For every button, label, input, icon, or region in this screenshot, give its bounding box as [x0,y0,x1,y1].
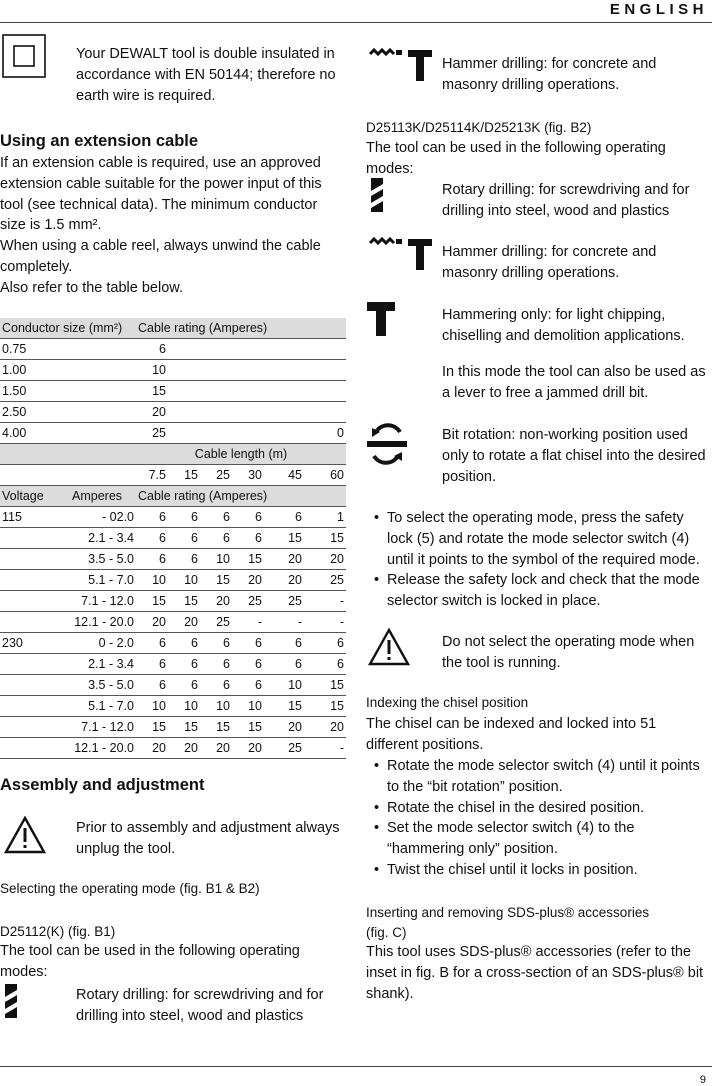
empty-cell [168,423,304,444]
voltage-cell: 230 [0,633,70,654]
table-row [0,381,346,402]
empty-cell [168,339,304,360]
rating-cell: 20 [304,717,346,738]
bit-rotation-text: Bit rotation: non-working position used only to rotate a flat chisel into the desired position. [442,427,706,485]
rating-cell: - [304,738,346,759]
hammer-drilling-text-2: Hammer drilling: for concrete and masonry drilling operations. [442,244,657,281]
table-row [0,612,346,633]
extension-cable-paragraph: If an extension cable is required, use an approved extension cable suitable for the power input of this tool (see technical data). The minimum conductor size is 1.5 mm². [0,155,322,234]
cable-rating-cell: 25 [136,423,168,444]
table-row [0,717,346,738]
rating-cell: 20 [136,612,168,633]
warning-triangle-icon-2 [368,628,410,666]
table-row [0,633,346,654]
list-item: • Release the safety lock and check that the mode selector switch is locked in place. [366,570,712,612]
rating-cell: 6 [232,633,264,654]
rating-cell: 20 [264,717,304,738]
amperes-cell: 3.5 - 5.0 [70,675,136,696]
voltage-cell [0,717,70,738]
cable-rating-header: Cable rating (Amperes) [136,486,346,507]
rating-cell: 6 [136,633,168,654]
table-row [0,339,346,360]
model-d25112-text: The tool can be used in the following operating modes: [0,943,300,980]
list-item: • Rotate the chisel in the desired position. [366,798,712,819]
amperes-cell: 2.1 - 3.4 [70,654,136,675]
list-item: • To select the operating mode, press the safety lock (5) and rotate the mode selector switch (4) until it points to the symbol of the required mode. [366,508,712,570]
rating-cell: 10 [200,696,232,717]
rating-cell: 15 [136,717,168,738]
conductor-size-cell: 0.75 [0,339,136,360]
extra-cell [304,360,346,381]
rating-cell: 10 [136,696,168,717]
rating-cell: 6 [136,528,168,549]
rating-cell: 6 [136,549,168,570]
refer-table-paragraph: Also refer to the table below. [0,280,183,296]
amperes-cell: 2.1 - 3.4 [70,528,136,549]
list-item: • Twist the chisel until it locks in position. [366,860,712,881]
cable-length-cell: 30 [232,465,264,486]
rating-cell: 10 [264,675,304,696]
conductor-size-cell: 2.50 [0,402,136,423]
page-header [0,0,712,23]
voltage-cell [0,738,70,759]
table-row [0,738,346,759]
rotary-drilling-icon [2,982,20,1020]
rating-cell: 6 [200,528,232,549]
rating-cell: 1 [304,507,346,528]
sds-heading: Inserting and removing SDS-plus® accessories (fig. C) [366,905,650,940]
mode-select-steps [366,508,712,612]
rating-cell: 6 [264,507,304,528]
insulation-text: Your DEWALT tool is double insulated in accordance with EN 50144; therefore no earth wire is required. [76,46,336,104]
rating-cell: 10 [232,696,264,717]
sds-text: This tool uses SDS-plus® accessories (refer to the inset in fig. B for a cross-section of an SDS-plus® bit shank). [366,944,704,1002]
rotary-drilling-icon-2 [368,176,386,214]
table-row [0,696,346,717]
conductor-size-cell: 1.50 [0,381,136,402]
extra-cell [304,381,346,402]
rating-cell: 20 [168,738,200,759]
rating-cell: 6 [168,633,200,654]
hammering-only-icon [366,300,396,338]
hammer-drilling-icon [368,48,434,82]
extension-cable-table [0,318,346,759]
rating-cell: - [304,591,346,612]
rating-cell: 6 [200,654,232,675]
extra-cell: 0 [304,423,346,444]
list-item: • Rotate the mode selector switch (4) until it points to the “bit rotation” position. [366,756,712,798]
table-row [0,486,346,507]
cable-length-header: Cable length (m) [136,444,346,465]
cable-length-cell: 60 [304,465,346,486]
rating-cell: 6 [232,654,264,675]
voltage-cell [0,675,70,696]
amperes-cell: 12.1 - 20.0 [70,612,136,633]
empty-cell [0,465,136,486]
rating-cell: 15 [264,696,304,717]
rating-cell: 20 [232,738,264,759]
table-row [0,360,346,381]
rating-cell: 25 [200,612,232,633]
rating-cell: 15 [304,528,346,549]
cable-length-cell: 15 [168,465,200,486]
amperes-cell: 0 - 2.0 [70,633,136,654]
amperes-cell: 3.5 - 5.0 [70,549,136,570]
rating-cell: 6 [168,549,200,570]
cable-rating-cell: 20 [136,402,168,423]
rating-cell: 20 [264,570,304,591]
rating-cell: - [232,612,264,633]
table-row [0,507,346,528]
rating-cell: 25 [304,570,346,591]
rating-cell: 6 [168,507,200,528]
rating-cell: 10 [136,570,168,591]
extra-cell [304,339,346,360]
rating-cell: 20 [136,738,168,759]
assembly-warning-text: Prior to assembly and adjustment always unplug the tool. [76,820,340,857]
amperes-cell: 5.1 - 7.0 [70,570,136,591]
rating-cell: 15 [264,528,304,549]
rating-cell: 6 [200,507,232,528]
rating-cell: 15 [136,591,168,612]
rating-cell: 15 [232,717,264,738]
voltage-cell: 115 [0,507,70,528]
conductor-size-cell: 4.00 [0,423,136,444]
conductor-size-header: Conductor size (mm²) [0,318,136,339]
language-label: ENGLISH [609,1,708,18]
rating-cell: 15 [168,717,200,738]
rating-cell: 6 [232,675,264,696]
voltage-cell [0,612,70,633]
cable-rating-cell: 6 [136,339,168,360]
rating-cell: 6 [136,507,168,528]
voltage-cell [0,654,70,675]
voltage-cell [0,528,70,549]
cable-rating-header: Cable rating (Amperes) [136,318,346,339]
rating-cell: 15 [304,696,346,717]
bit-rotation-icon [366,420,408,468]
voltage-cell [0,570,70,591]
rotary-drilling-text: Rotary drilling: for screwdriving and for drilling into steel, wood and plastics [76,987,324,1024]
rotary-drilling-text-2: Rotary drilling: for screwdriving and for drilling into steel, wood and plastics [442,182,690,219]
rating-cell: 6 [200,675,232,696]
assembly-heading: Assembly and adjustment [0,776,205,794]
rating-cell: - [264,612,304,633]
amperes-cell: 7.1 - 12.0 [70,717,136,738]
table-row [0,591,346,612]
rating-cell: 6 [168,675,200,696]
amperes-cell: - 02.0 [70,507,136,528]
voltage-cell [0,591,70,612]
cable-rating-cell: 15 [136,381,168,402]
model-d25112-label: D25112(K) (fig. B1) [0,924,116,939]
rating-cell: 6 [168,654,200,675]
cable-length-cell: 7.5 [136,465,168,486]
rating-cell: 20 [232,570,264,591]
rating-cell: 6 [136,675,168,696]
cable-length-cell: 25 [200,465,232,486]
rating-cell: 10 [168,696,200,717]
empty-cell [168,402,304,423]
rating-cell: 15 [168,591,200,612]
empty-cell [168,360,304,381]
rating-cell: 6 [304,654,346,675]
voltage-cell [0,696,70,717]
rating-cell: 15 [232,549,264,570]
list-item: • Set the mode selector switch (4) to the “hammering only” position. [366,818,712,860]
rating-cell: 6 [168,528,200,549]
indexing-steps [366,756,712,881]
table-row [0,549,346,570]
rating-cell: 6 [136,654,168,675]
conductor-size-cell: 1.00 [0,360,136,381]
rating-cell: 6 [232,528,264,549]
rating-cell: - [304,612,346,633]
hammer-drilling-icon-2 [368,237,434,271]
rating-cell: 15 [304,675,346,696]
rating-cell: 25 [232,591,264,612]
table-row [0,654,346,675]
rating-cell: 6 [200,633,232,654]
table-row [0,570,346,591]
rating-cell: 10 [168,570,200,591]
voltage-cell [0,549,70,570]
rating-cell: 15 [200,570,232,591]
rating-cell: 20 [200,738,232,759]
double-insulation-icon [2,34,46,78]
amperes-cell: 7.1 - 12.0 [70,591,136,612]
warning-triangle-icon [4,816,46,854]
cable-reel-paragraph: When using a cable reel, always unwind the cable completely. [0,238,321,275]
page-number: 9 [699,1074,706,1086]
model-d25113-label: D25113K/D25114K/D25213K (fig. B2) [366,120,592,135]
indexing-heading: Indexing the chisel position [366,695,529,710]
rating-cell: 20 [200,591,232,612]
amperes-cell: 5.1 - 7.0 [70,696,136,717]
page-footer [0,1066,712,1086]
table-row [0,528,346,549]
hammering-only-text: Hammering only: for light chipping, chiselling and demolition applications. [442,307,685,344]
table-row [0,675,346,696]
rating-cell: 20 [304,549,346,570]
rating-cell: 6 [304,633,346,654]
rating-cell: 15 [200,717,232,738]
indexing-text: The chisel can be indexed and locked into 51 different positions. [366,716,657,753]
rating-cell: 20 [264,549,304,570]
empty-cell [168,381,304,402]
rating-cell: 25 [264,591,304,612]
rating-cell: 6 [232,507,264,528]
rating-cell: 25 [264,738,304,759]
lever-text: In this mode the tool can also be used as a lever to free a jammed drill bit. [442,364,706,401]
rating-cell: 6 [264,654,304,675]
extension-cable-heading: Using an extension cable [0,132,199,150]
empty-cell [0,444,136,465]
model-d25113-text: The tool can be used in the following operating modes: [366,140,666,177]
rating-cell: 20 [168,612,200,633]
cable-length-cell: 45 [264,465,304,486]
hammer-drilling-text: Hammer drilling: for concrete and masonry drilling operations. [442,56,657,93]
amperes-header: Amperes [70,486,136,507]
rating-cell: 6 [264,633,304,654]
table-row [0,465,346,486]
rating-cell: 10 [200,549,232,570]
table-row [0,444,346,465]
running-warning-text: Do not select the operating mode when the tool is running. [442,634,695,671]
table-row [0,402,346,423]
cable-rating-cell: 10 [136,360,168,381]
voltage-header: Voltage [0,486,70,507]
table-row [0,318,346,339]
extra-cell [304,402,346,423]
amperes-cell: 12.1 - 20.0 [70,738,136,759]
table-row [0,423,346,444]
selecting-mode-heading: Selecting the operating mode (fig. B1 & B2) [0,881,260,896]
